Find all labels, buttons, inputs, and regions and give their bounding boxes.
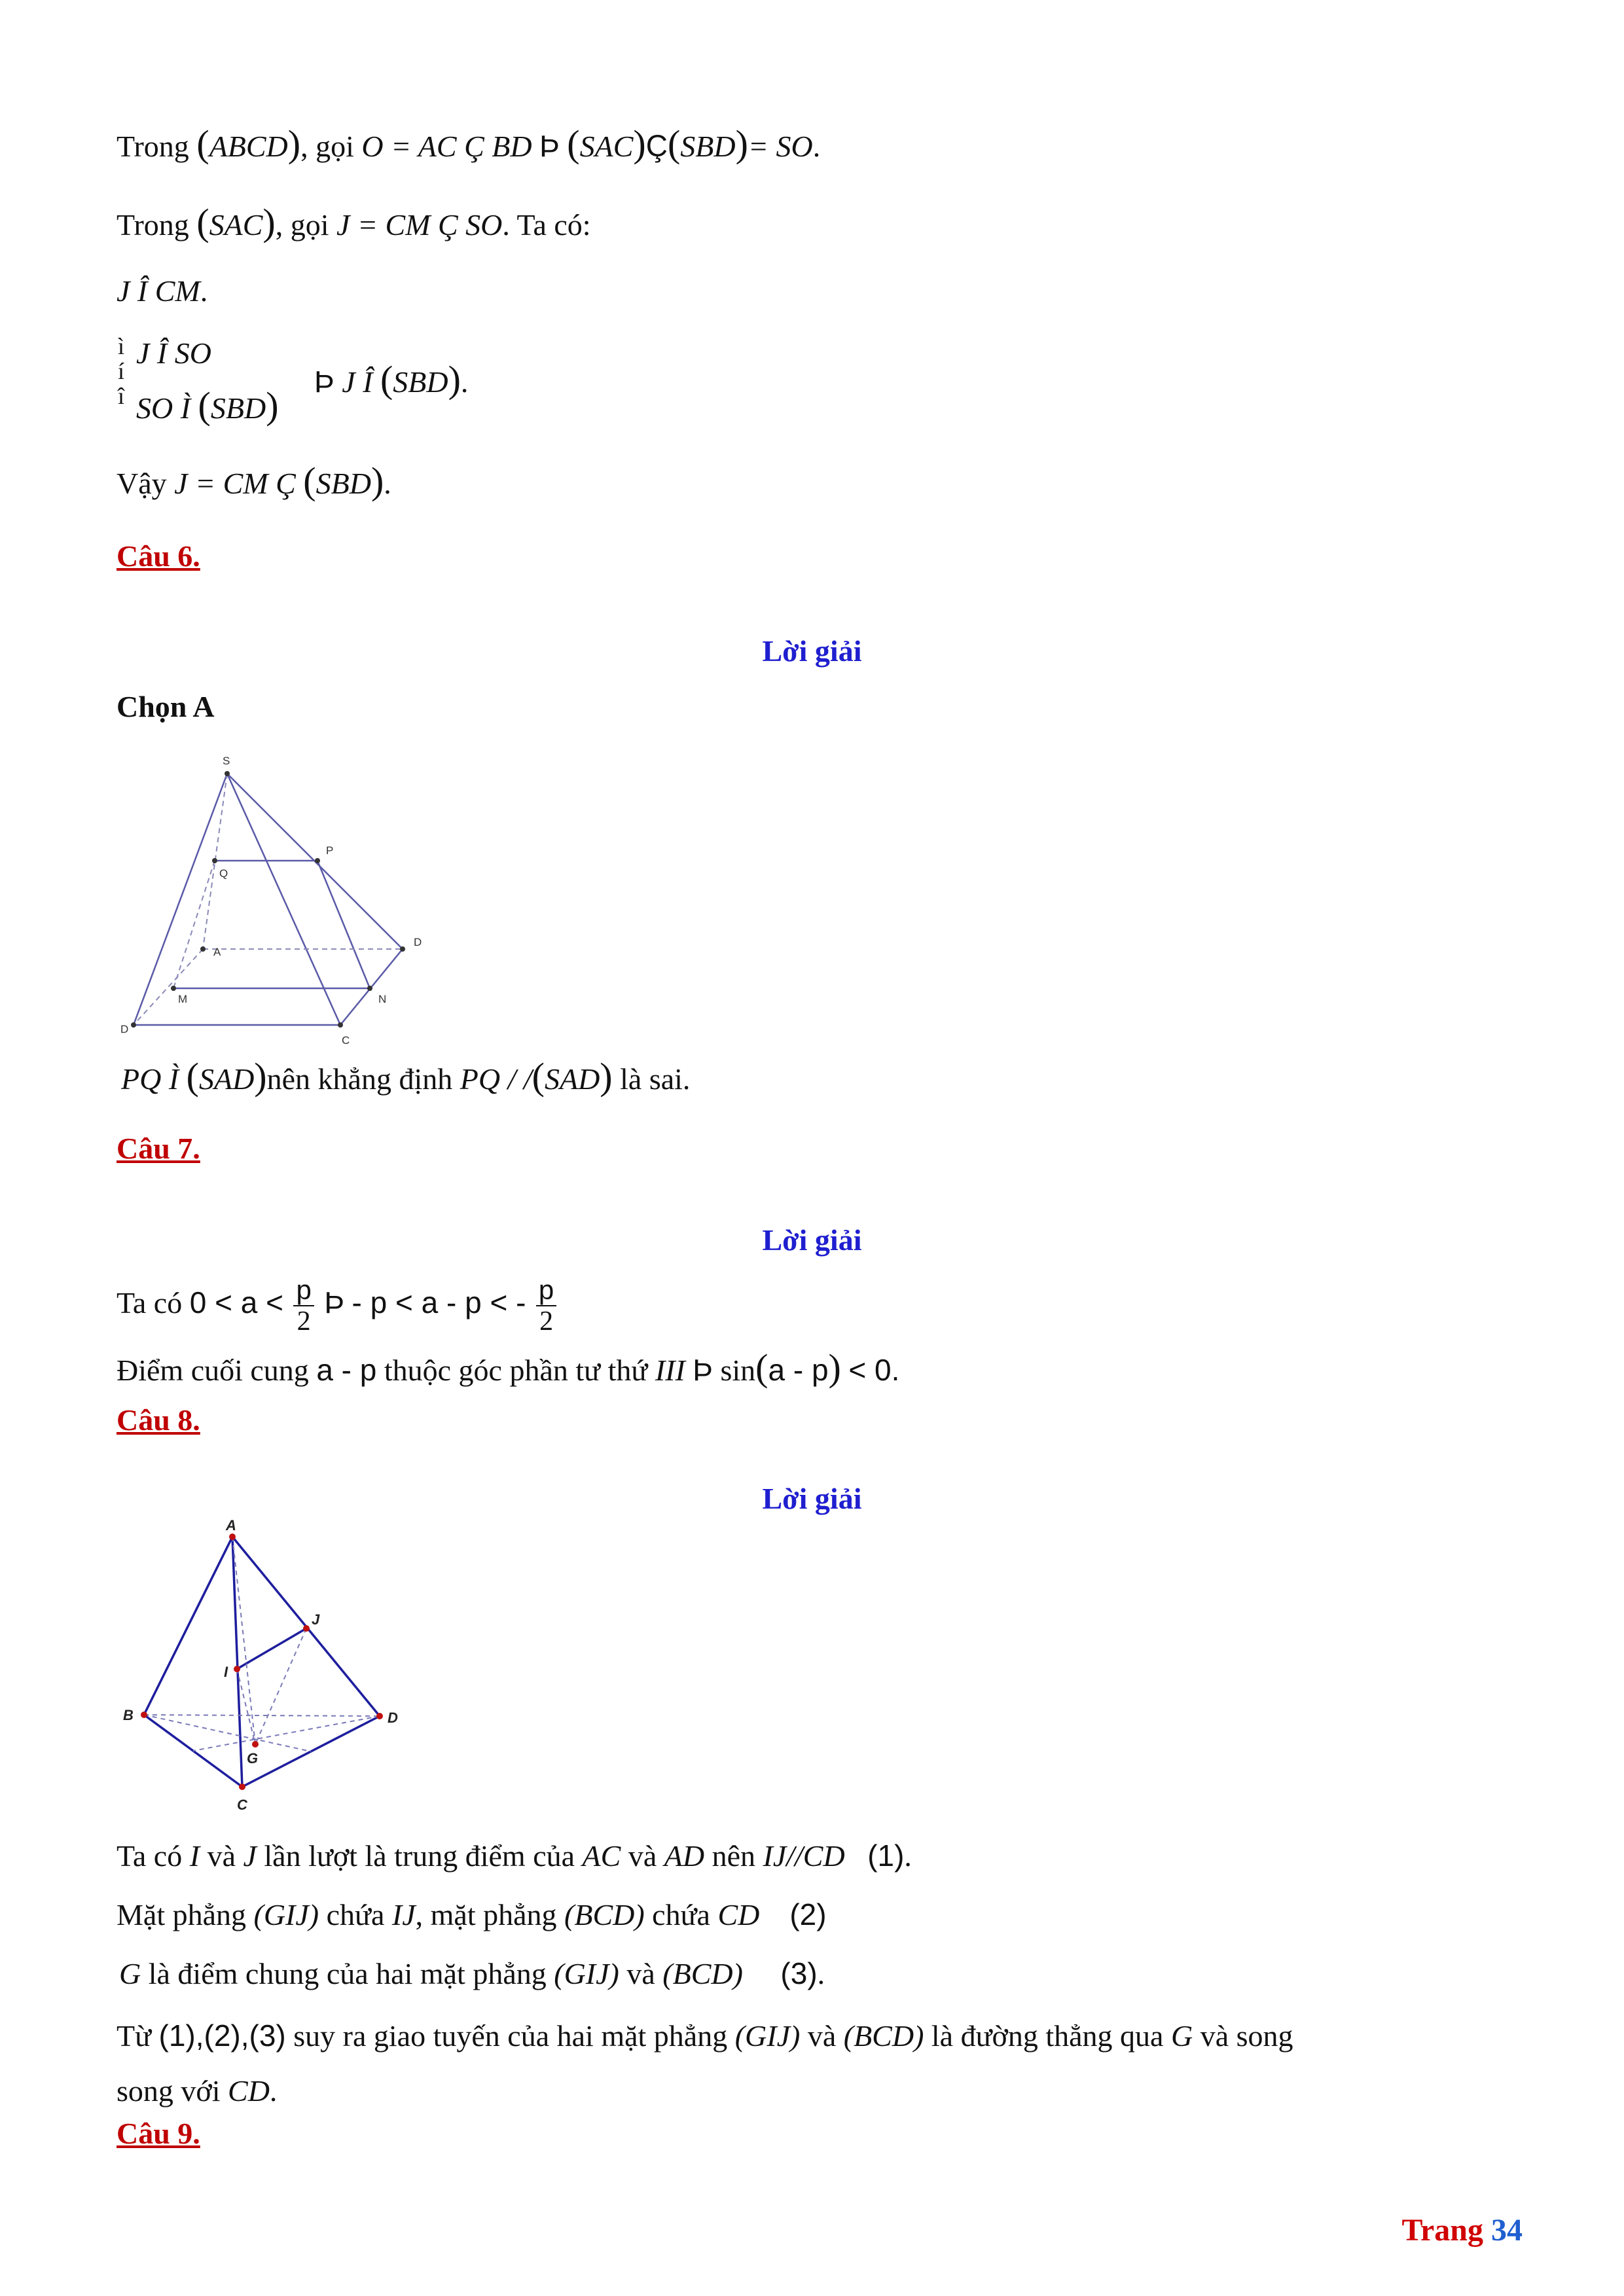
paren: )	[370, 459, 384, 502]
paren: (	[196, 201, 209, 243]
question-9-title: Câu 9.	[117, 2117, 200, 2150]
math: = SO	[748, 130, 813, 163]
numerator: p	[536, 1275, 556, 1306]
numerator: p	[293, 1275, 314, 1306]
fraction	[293, 1275, 314, 1336]
text: Điểm cuối cung	[117, 1354, 309, 1387]
denominator: 2	[539, 1306, 554, 1337]
math: III	[655, 1354, 685, 1387]
label-D: D	[388, 1710, 398, 1726]
label-G: G	[247, 1750, 259, 1767]
label-N: N	[378, 993, 387, 1005]
q6-answer: Chọn A	[117, 690, 215, 723]
q8-sentence-5	[117, 2072, 277, 2111]
paren: )	[448, 358, 461, 401]
text: .	[904, 1839, 912, 1873]
paren: )	[633, 122, 646, 165]
text: song với	[117, 2074, 221, 2108]
math: I	[189, 1839, 200, 1873]
paren: (	[755, 1346, 768, 1389]
denominator: 2	[297, 1306, 311, 1337]
label-B: D	[120, 1023, 129, 1035]
paren: (	[303, 459, 316, 502]
text: sin	[720, 1354, 756, 1387]
text: và song	[1200, 2019, 1293, 2053]
text: Từ	[117, 2019, 152, 2053]
q6-pyramid-figure	[118, 746, 445, 1060]
math: (BCD)	[564, 1898, 645, 1931]
text: chứa	[652, 1898, 710, 1931]
text: , gọi	[300, 130, 354, 163]
paren: (	[380, 358, 393, 401]
q6-solution-heading: Lời giải	[762, 634, 862, 668]
system-brace: ì í î	[118, 333, 125, 409]
label-M: M	[178, 993, 188, 1005]
math: < 0.	[848, 1353, 900, 1387]
math: G	[1170, 2019, 1193, 2053]
text: và	[626, 1957, 655, 1990]
label-A: A	[213, 946, 221, 958]
text: .	[384, 467, 391, 500]
line-2	[117, 203, 591, 245]
text: Mặt phẳng	[117, 1898, 247, 1931]
text: nên	[712, 1839, 755, 1873]
math: AD	[664, 1839, 705, 1873]
math: J Î	[342, 365, 373, 399]
text: Vậy	[117, 467, 167, 500]
text: Trong	[117, 130, 189, 163]
paren: )	[600, 1055, 613, 1098]
math: (BCD)	[843, 2019, 924, 2053]
q8-tetrahedron-figure	[118, 1518, 445, 1813]
question-8-title: Câu 8.	[117, 1403, 200, 1437]
math: (3)	[780, 1956, 818, 1990]
math: (1),(2),(3)	[158, 2018, 286, 2053]
paren: )	[828, 1346, 841, 1389]
math: J = CM Ç	[174, 467, 296, 500]
paren: (	[198, 384, 211, 427]
implies-symbol: Þ	[539, 129, 560, 163]
text: .	[460, 365, 469, 399]
paren: (	[186, 1055, 199, 1098]
math: SO Ì	[136, 391, 191, 425]
text: .	[812, 130, 821, 163]
line-1	[117, 124, 820, 166]
implies-symbol: Þ	[324, 1285, 345, 1319]
paren: )	[287, 122, 301, 165]
math: (BCD)	[662, 1957, 743, 1990]
math: 0 < a <	[189, 1285, 283, 1319]
label-J: J	[312, 1611, 320, 1628]
math: (1)	[867, 1839, 905, 1873]
text: , gọi	[275, 208, 329, 242]
line-4c	[314, 360, 468, 402]
paren: (	[532, 1055, 545, 1098]
page-footer	[1402, 2212, 1523, 2248]
q7-line-2	[117, 1348, 899, 1390]
math: SAC	[579, 130, 634, 163]
paren: )	[266, 384, 279, 427]
math: J = CM Ç SO	[336, 208, 503, 242]
label-S: S	[223, 755, 230, 767]
cap-symbol: Ç	[645, 129, 668, 163]
page-number: 34	[1491, 2213, 1523, 2248]
paren: )	[262, 201, 276, 243]
implies-symbol: Þ	[314, 365, 334, 399]
math: J Î CM	[117, 274, 200, 308]
text: và	[207, 1839, 236, 1873]
line-3	[117, 272, 208, 311]
math: IJ//CD	[763, 1839, 845, 1873]
q8-sentence-1	[117, 1836, 912, 1876]
text: Ta có	[117, 1286, 183, 1319]
text: Ta có	[117, 1839, 183, 1873]
math: a - p	[316, 1353, 377, 1387]
math: O = AC Ç BD	[361, 130, 532, 163]
label-P: P	[326, 844, 334, 857]
line-5	[117, 461, 391, 503]
label-I: I	[224, 1664, 228, 1680]
math: SAD	[198, 1062, 255, 1096]
text: .	[269, 2074, 278, 2108]
q6-statement	[121, 1057, 690, 1099]
math: J	[243, 1839, 257, 1873]
text: và	[807, 2019, 837, 2053]
implies-symbol: Þ	[693, 1353, 713, 1387]
footer-label: Trang	[1401, 2213, 1483, 2248]
math: SBD	[393, 365, 448, 399]
text: .	[817, 1957, 825, 1990]
line-4b	[136, 386, 279, 428]
paren: )	[735, 122, 748, 165]
line-4a	[136, 334, 211, 373]
text: . Ta có:	[502, 208, 591, 242]
q7-solution-heading: Lời giải	[762, 1223, 862, 1257]
text: chứa	[326, 1898, 385, 1931]
math: a - p	[768, 1353, 829, 1387]
label-C: C	[237, 1797, 247, 1813]
text: thuộc góc phần tư thứ	[384, 1354, 648, 1387]
math: PQ Ì	[121, 1062, 179, 1096]
question-6-title: Câu 6.	[117, 539, 200, 573]
paren: (	[196, 122, 209, 165]
math: J Î SO	[136, 336, 211, 370]
math: AC	[582, 1839, 621, 1873]
math: SBD	[210, 391, 266, 425]
text: lần lượt là trung điểm của	[264, 1839, 575, 1873]
math: IJ	[391, 1898, 416, 1931]
text: là đường thẳng qua	[931, 2019, 1164, 2053]
math: ABCD	[209, 130, 288, 163]
math: SBD	[680, 130, 736, 163]
text: và	[628, 1839, 657, 1873]
math: G	[119, 1957, 141, 1990]
text: .	[200, 274, 208, 308]
math: (GIJ)	[253, 1898, 319, 1931]
q8-solution-heading: Lời giải	[762, 1482, 862, 1515]
fraction	[536, 1275, 556, 1336]
text: , mặt phẳng	[415, 1898, 557, 1931]
question-7-title: Câu 7.	[117, 1132, 200, 1165]
paren: (	[567, 122, 580, 165]
label-B: B	[123, 1707, 134, 1723]
label-D: D	[414, 936, 422, 948]
text: nên khẳng định	[266, 1062, 453, 1096]
math: SAC	[209, 208, 263, 242]
math: PQ / /	[460, 1062, 532, 1096]
math: (2)	[789, 1897, 827, 1931]
text: suy ra giao tuyến của hai mặt phẳng	[293, 2019, 728, 2053]
math: - p < a - p < -	[352, 1285, 526, 1319]
math: (GIJ)	[734, 2019, 801, 2053]
label-C: C	[342, 1034, 350, 1047]
paren: )	[254, 1055, 267, 1098]
math: (GIJ)	[554, 1957, 619, 1990]
math: CD	[717, 1898, 760, 1931]
label-Q: Q	[219, 867, 228, 880]
label-A: A	[226, 1518, 236, 1534]
text: Trong	[117, 208, 189, 242]
math: SBD	[316, 467, 371, 500]
q8-sentence-2	[117, 1895, 827, 1935]
q8-sentence-3	[119, 1954, 825, 1994]
q8-sentence-4	[117, 2016, 1293, 2056]
q7-line-1	[117, 1266, 559, 1339]
math: SAD	[544, 1062, 600, 1096]
paren: (	[667, 122, 681, 165]
math: CD	[228, 2074, 270, 2108]
text: là sai.	[620, 1062, 691, 1096]
text: là điểm chung của hai mặt phẳng	[148, 1957, 547, 1990]
